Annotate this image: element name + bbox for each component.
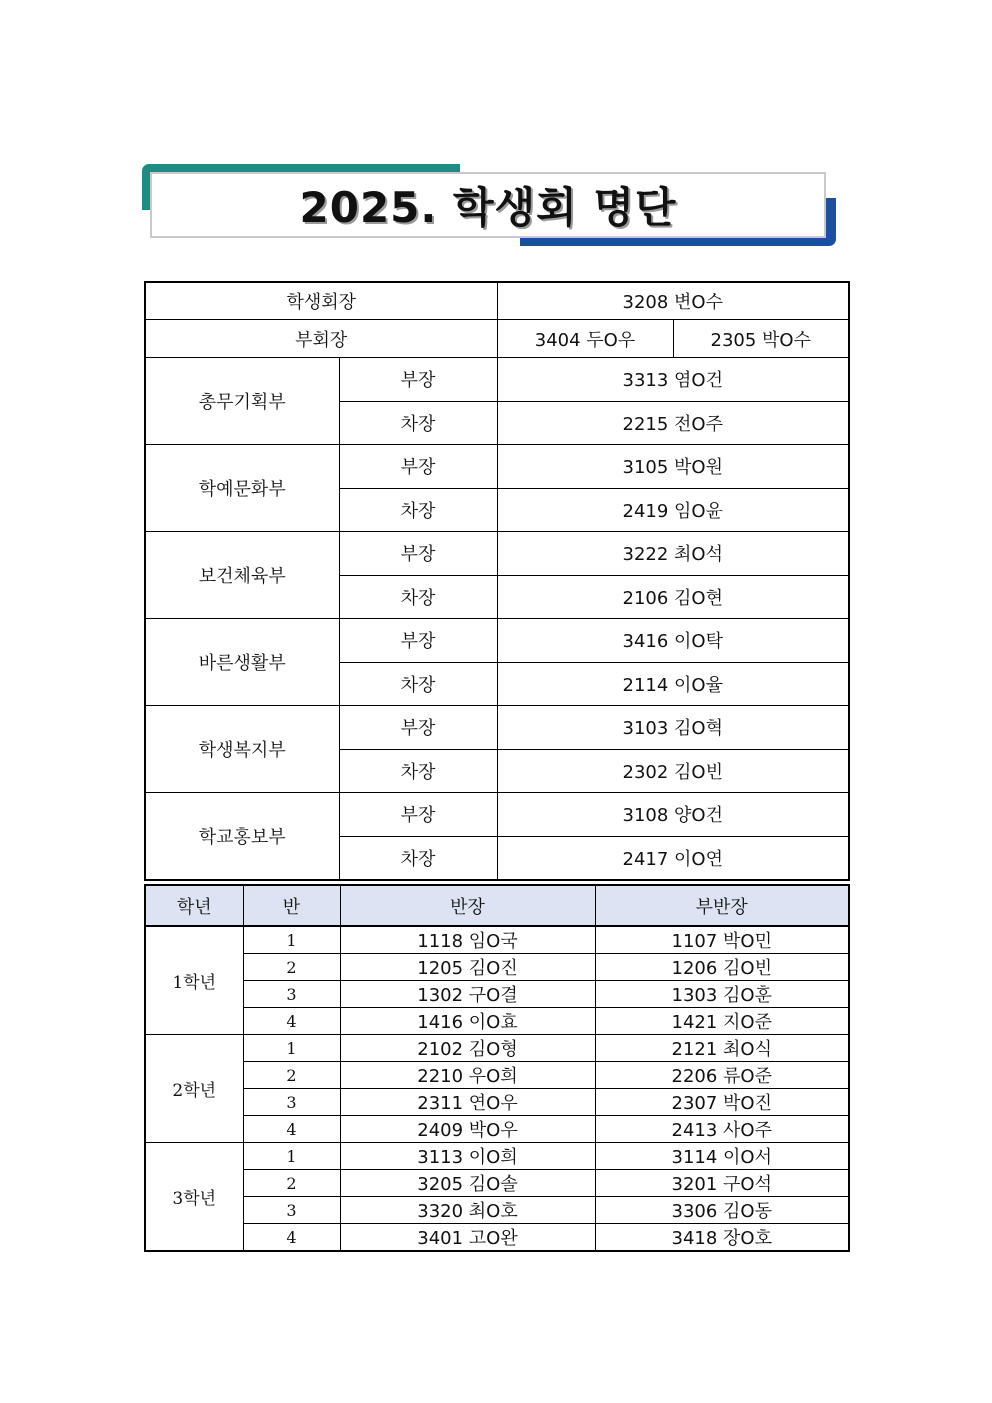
class-number: 1 [243,1035,340,1062]
role-label: 부장 [339,793,497,837]
class-leader: 1302 구O결 [340,981,595,1008]
grade-cell: 3학년 [145,1143,243,1252]
vice-president-row [145,320,849,358]
role-person: 3313 염O건 [497,358,849,402]
class-leader: 3320 최O호 [340,1197,595,1224]
department-row [145,793,849,837]
class-number: 2 [243,1170,340,1197]
class-vice-leader: 1107 박O민 [595,926,849,954]
president-value: 3208 변O수 [497,282,849,320]
table-row [145,954,849,981]
class-vice-leader: 2121 최O식 [595,1035,849,1062]
role-person: 2215 전O주 [497,401,849,445]
vice-president-label: 부회장 [145,320,497,358]
role-label: 부장 [339,532,497,576]
class-number: 4 [243,1008,340,1035]
class-vice-leader: 2307 박O진 [595,1089,849,1116]
class-number: 1 [243,1143,340,1170]
class-number: 2 [243,954,340,981]
table-row [145,926,849,954]
class-vice-leader: 1303 김O훈 [595,981,849,1008]
department-name: 학교홍보부 [145,793,339,881]
class-leader: 1205 김O진 [340,954,595,981]
department-name: 학예문화부 [145,445,339,532]
class-leader: 2311 연O우 [340,1089,595,1116]
table-row [145,1035,849,1062]
role-label: 차장 [339,749,497,793]
class-number: 3 [243,981,340,1008]
department-name: 총무기획부 [145,358,339,445]
role-person: 3105 박O원 [497,445,849,489]
role-person: 3103 김O혁 [497,706,849,750]
role-person: 2106 김O현 [497,575,849,619]
role-person: 2417 이O연 [497,836,849,880]
class-vice-leader: 3201 구O석 [595,1170,849,1197]
table-row [145,1197,849,1224]
department-name: 보건체육부 [145,532,339,619]
class-vice-leader: 1206 김O빈 [595,954,849,981]
president-row [145,282,849,320]
table-row [145,1008,849,1035]
class-leader: 3113 이O희 [340,1143,595,1170]
department-name: 바른생활부 [145,619,339,706]
role-label: 차장 [339,836,497,880]
class-leader: 1416 이O효 [340,1008,595,1035]
class-number: 3 [243,1089,340,1116]
class-leader: 3205 김O솔 [340,1170,595,1197]
role-person: 2302 김O빈 [497,749,849,793]
table-row [145,1143,849,1170]
department-row [145,706,849,750]
table-row [145,1116,849,1143]
class-leader: 3401 고O완 [340,1224,595,1252]
class-leader: 2409 박O우 [340,1116,595,1143]
role-label: 차장 [339,662,497,706]
table-row [145,1062,849,1089]
department-row [145,619,849,663]
role-label: 차장 [339,401,497,445]
class-leader: 1118 임O국 [340,926,595,954]
class-vice-leader: 3418 장O호 [595,1224,849,1252]
role-person: 3416 이O탁 [497,619,849,663]
header-grade: 학년 [145,885,243,926]
role-label: 부장 [339,445,497,489]
class-vice-leader: 2206 류O준 [595,1062,849,1089]
role-label: 부장 [339,619,497,663]
table-header-row [145,885,849,926]
role-label: 부장 [339,706,497,750]
role-person: 3108 양O건 [497,793,849,837]
header-vice-leader: 부반장 [595,885,849,926]
class-vice-leader: 3306 김O동 [595,1197,849,1224]
class-number: 4 [243,1224,340,1252]
vice-president-value: 2305 박O수 [673,320,849,358]
department-row [145,358,849,402]
class-leader: 2210 우O희 [340,1062,595,1089]
president-label: 학생회장 [145,282,497,320]
class-number: 4 [243,1116,340,1143]
department-row [145,532,849,576]
header-class: 반 [243,885,340,926]
role-person: 3222 최O석 [497,532,849,576]
council-table [144,281,850,881]
class-number: 3 [243,1197,340,1224]
page-title: 2025. 학생회 명단 [299,183,677,232]
title-banner [142,164,838,250]
role-label: 차장 [339,575,497,619]
class-number: 2 [243,1062,340,1089]
role-person: 2419 임O윤 [497,488,849,532]
role-label: 차장 [339,488,497,532]
table-row [145,1170,849,1197]
class-leader: 2102 김O형 [340,1035,595,1062]
grade-cell: 1학년 [145,926,243,1035]
department-row [145,445,849,489]
grade-cell: 2학년 [145,1035,243,1143]
table-row [145,1224,849,1252]
department-name: 학생복지부 [145,706,339,793]
table-row [145,1089,849,1116]
class-vice-leader: 1421 지O준 [595,1008,849,1035]
class-number: 1 [243,926,340,954]
table-row [145,981,849,1008]
header-leader: 반장 [340,885,595,926]
role-person: 2114 이O율 [497,662,849,706]
class-vice-leader: 3114 이O서 [595,1143,849,1170]
role-label: 부장 [339,358,497,402]
class-vice-leader: 2413 사O주 [595,1116,849,1143]
vice-president-value: 3404 두O우 [497,320,673,358]
class-leaders-table [144,884,850,1252]
title-box [150,172,826,238]
